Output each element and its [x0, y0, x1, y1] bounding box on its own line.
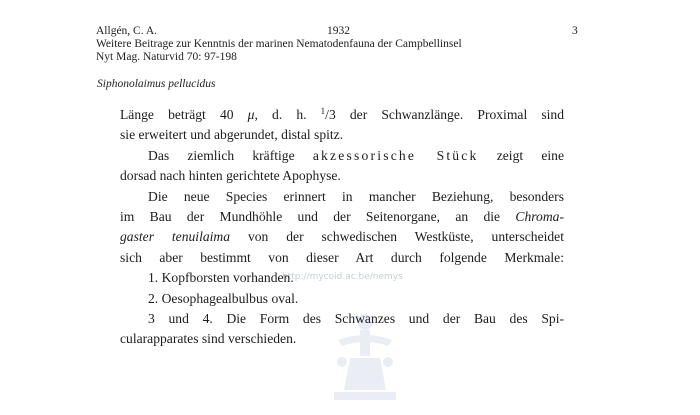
text-line: sich aber bestimmt von dieser Art durch folgende Merkmale:	[120, 249, 564, 265]
genus-name: Chroma-	[515, 208, 564, 224]
text-line: cularapparates sind verschieden.	[120, 331, 297, 347]
species-name: gaster tenuilaima	[120, 229, 231, 245]
spaced-term: akzessorische Stück	[312, 147, 479, 163]
text-line: sie erweitert und abgerundet, distal spitz.	[120, 127, 344, 143]
publication-year: 1932	[327, 25, 350, 37]
article-body	[120, 105, 564, 350]
author: Allgén, C. A.	[96, 25, 158, 37]
list-item: 3 und 4. Die Form des Schwanzes und der Bau des Spi-	[148, 310, 564, 326]
text-line: Die neue Species erinnert in mancher Beziehung, besonders	[148, 188, 564, 204]
text-line: Das ziemlich kräftige akzessorische Stück zeigt eine	[148, 147, 564, 163]
citation-journal: Nyt Mag. Naturvid 70: 97-198	[96, 51, 237, 63]
list-item: 1. Kopfborsten vorhanden.	[148, 270, 294, 286]
list-item: 2. Oesophagealbulbus oval.	[148, 290, 299, 306]
text-line: im Bau der Mundhöhle und der Seitenorgane, an die Chroma-	[120, 208, 564, 224]
species-heading: Siphonolaimus pellucidus	[97, 78, 216, 90]
watermark-url: http://mycoid.ac.be/nemys	[282, 272, 403, 282]
text-line: gaster tenuilaima von der schwedischen Westküste, unterscheidet	[120, 229, 564, 245]
citation-title: Weitere Beitrage zur Kenntnis der marinen Nematodenfauna der Campbellinsel	[96, 38, 462, 50]
page-number: 3	[572, 25, 578, 37]
text-line: Länge beträgt 40 μ, d. h. $^1$/3 der Schwanzlänge. Proximal sind	[120, 106, 564, 122]
text-line: dorsad nach hinten gerichtete Apophyse.	[120, 168, 341, 184]
